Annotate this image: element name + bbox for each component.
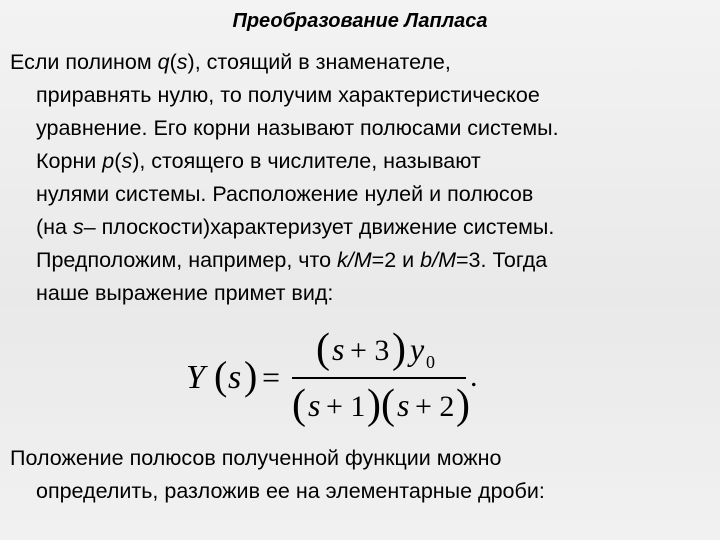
formula-s: s	[308, 387, 321, 423]
text-line: наше выражение примет вид:	[36, 281, 334, 305]
slide-title: Преобразование Лапласа	[232, 10, 488, 32]
formula-paren: (	[292, 382, 306, 428]
formula-s: s	[332, 331, 345, 367]
formula-paren: )	[244, 353, 258, 398]
formula-subscript-0: 0	[426, 352, 435, 372]
formula-paren: )	[456, 382, 470, 428]
text-segment: (	[169, 50, 177, 74]
formula-s: s	[397, 387, 410, 423]
text-segment: (на	[36, 215, 73, 239]
formula-plus-2: + 2	[415, 390, 455, 423]
paragraph-characteristic-equation	[0, 46, 720, 310]
formula-svg	[180, 322, 490, 432]
text-line: Положение полюсов полученной функции можно	[10, 446, 502, 470]
text-segment: Если полином	[10, 50, 158, 74]
text-segment: =2 и	[371, 248, 421, 272]
text-line	[0, 244, 720, 277]
formula-plus-3: + 3	[350, 334, 390, 367]
text-segment: ), стоящего в числителе, называют	[132, 149, 481, 173]
text-segment: (	[114, 149, 122, 173]
text-line: уравнение. Его корни называют полюсами системы.	[36, 116, 559, 140]
formula-equals: =	[262, 359, 281, 395]
text-segment: q	[157, 50, 170, 74]
text-line: приравнять нулю, то получим характеристическое	[36, 83, 540, 107]
text-segment: Предположим, например, что	[36, 248, 338, 272]
text-segment: ), стоящий в знаменателе,	[187, 50, 451, 74]
text-segment: s	[72, 215, 84, 239]
formula-y: y	[410, 331, 425, 367]
formula-paren: (	[316, 326, 330, 372]
text-line: нулями системы. Расположение нулей и полюсов	[36, 182, 534, 206]
text-segment: k/M	[337, 248, 372, 272]
text-line	[0, 46, 720, 79]
text-line	[0, 145, 720, 178]
text-segment: s	[121, 149, 133, 173]
text-line: определить, разложив ее на элементарные дроби:	[36, 479, 545, 503]
formula-plus-1: + 1	[326, 390, 366, 423]
formula-paren: (	[214, 353, 228, 398]
text-segment: =3. Тогда	[455, 248, 548, 272]
text-segment: – плоскости)характеризует движение системы.	[83, 215, 555, 239]
formula-paren: )	[392, 326, 406, 372]
formula-s: s	[228, 359, 242, 396]
text-segment: s	[176, 50, 188, 74]
text-segment: p	[102, 149, 115, 173]
formula-Y: Y	[186, 359, 205, 396]
text-line	[0, 211, 720, 244]
formula-period: .	[470, 360, 478, 393]
transfer-function-formula	[180, 322, 490, 432]
text-segment: b/M	[420, 248, 456, 272]
formula-paren: (	[381, 382, 395, 428]
text-segment: Корни	[36, 149, 103, 173]
paragraph-partial-fractions	[0, 442, 720, 508]
formula-paren: )	[367, 382, 381, 428]
